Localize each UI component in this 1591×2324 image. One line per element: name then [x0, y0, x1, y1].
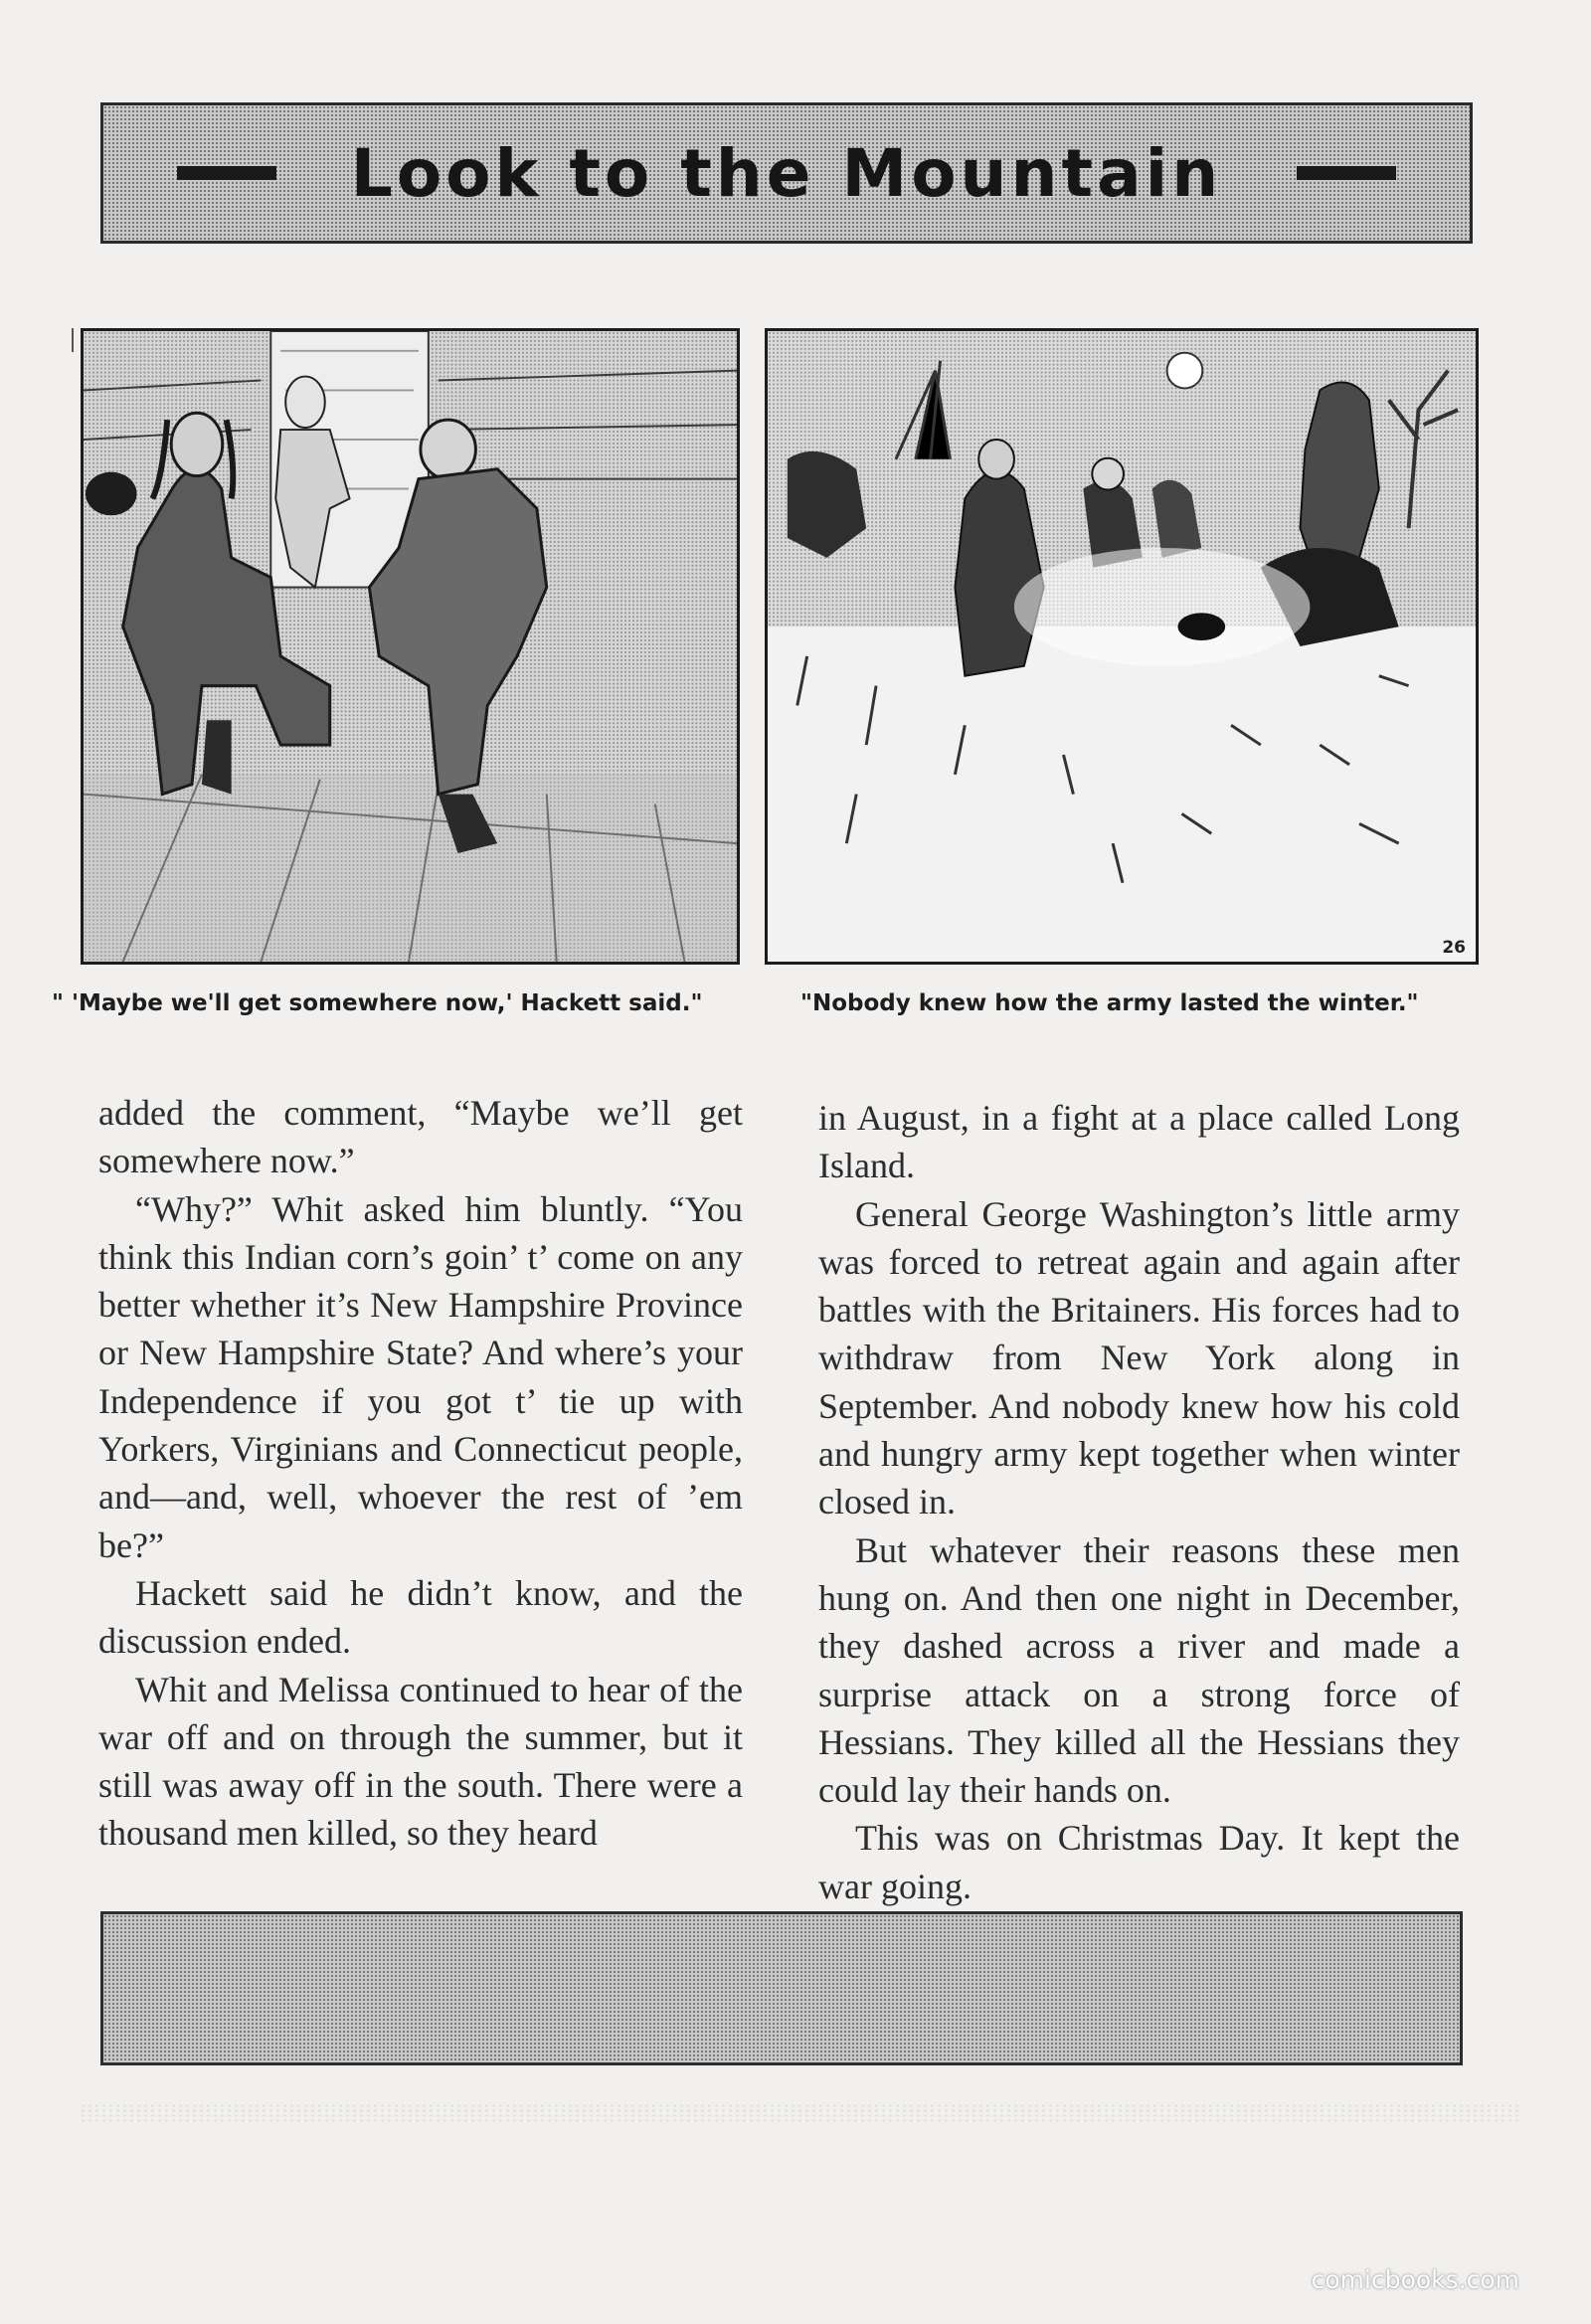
bleed-through-strip: [80, 2103, 1521, 2123]
story-paragraph: “Why?” Whit asked him bluntly. “You think this Indian corn’s goin’ t’ come on any better whether it’s New Hampshire Province or New Hampshire State? And where’s your Independence if you got t’ tie up with Yorkers, Virginians and Connecticut people, and—and, well, whoever the rest of ’em be?”: [98, 1188, 743, 1565]
story-paragraph: But whatever their reasons these men hung on. And then one night in December, they dashed across a river and made a surprise attack on a strong force of Hessians. They killed all the Hessians they could lay their hands on.: [818, 1529, 1460, 1811]
illustration-winter-camp: [765, 328, 1479, 965]
page-title: Look to the Mountain: [350, 134, 1223, 212]
winter-camp-drawing: [768, 331, 1476, 962]
banner-dash-left: [177, 166, 276, 180]
panel-caption-left: " 'Maybe we'll get somewhere now,' Hackett said.": [52, 990, 703, 1016]
story-column-left: [98, 1089, 743, 1858]
story-paragraph: General George Washington’s little army was forced to retreat again and again after battles with the Britainers. His forces had to withdraw from New York along in September. And nobody knew how his cold and hungry army kept together when winter closed in.: [818, 1193, 1460, 1522]
story-paragraph: This was on Christmas Day. It kept the war going.: [818, 1818, 1460, 1906]
story-paragraph: Whit and Melissa continued to hear of the war off and on through the summer, but it still was away off in the south. There were a thousand men killed, so they heard: [98, 1669, 743, 1854]
title-banner: [100, 102, 1473, 244]
story-paragraph: added the comment, “Maybe we’ll get somewhere now.”: [98, 1093, 743, 1181]
story-paragraph: Hackett said he didn’t know, and the discussion ended.: [98, 1572, 743, 1662]
panel-caption-right: "Nobody knew how the army lasted the winter.": [800, 990, 1419, 1016]
story-paragraph: in August, in a fight at a place called Long Island.: [818, 1098, 1460, 1186]
banner-dash-right: [1297, 166, 1396, 180]
footer-shaded-box: [100, 1911, 1463, 2065]
margin-mark: [72, 328, 74, 352]
story-column-right: [818, 1094, 1460, 1910]
cabin-scene-drawing: [84, 331, 737, 962]
illustration-cabin-scene: [81, 328, 740, 965]
page-number: 26: [1442, 938, 1466, 958]
watermark: comicbooks.com: [1311, 2265, 1519, 2294]
